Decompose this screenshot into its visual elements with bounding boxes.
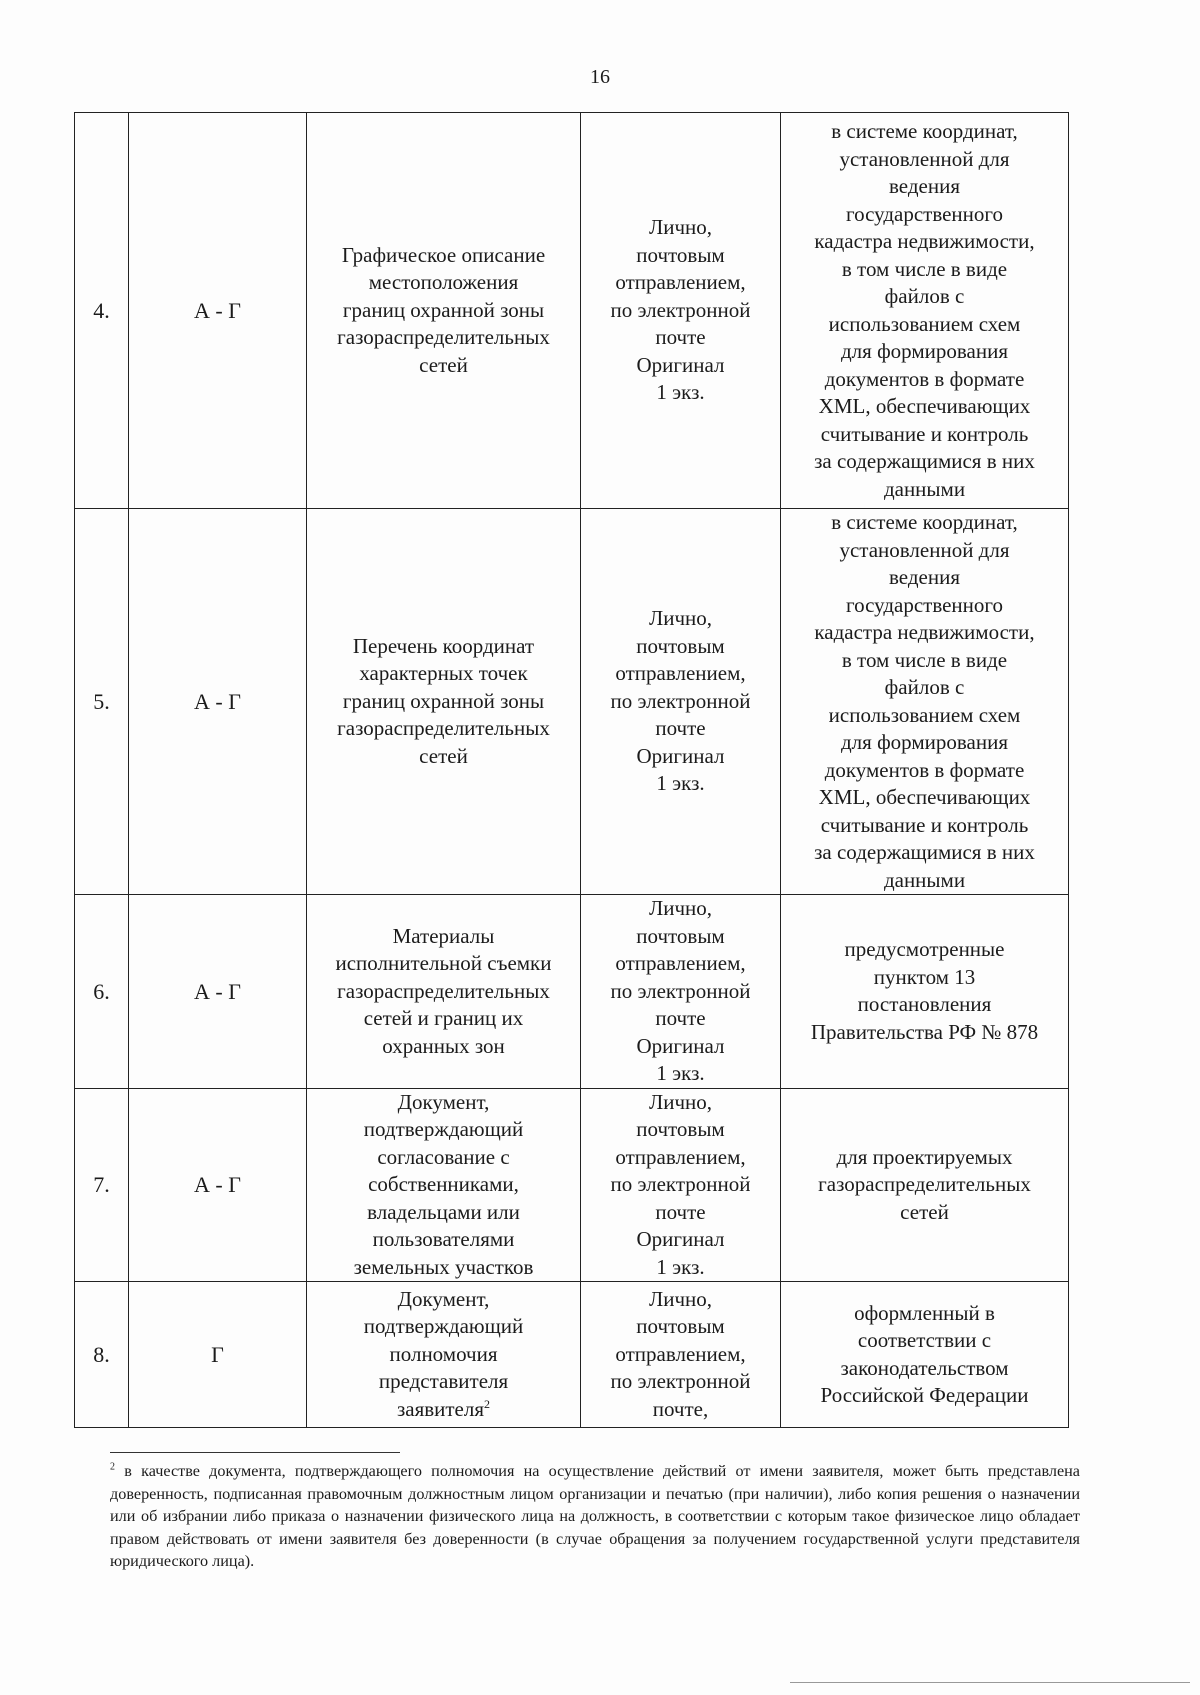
cell-text-line: 1 экз.: [656, 1254, 705, 1279]
cell-text-line: почте,: [652, 1396, 709, 1421]
cell-text-line: почте: [655, 325, 706, 350]
footnote: [110, 1460, 1080, 1573]
cell-text-line: 1 экз.: [656, 771, 705, 796]
document-requirements: [781, 509, 1069, 895]
cell-text-line: ведения: [889, 565, 960, 589]
document-name: [307, 509, 581, 895]
cell-text-line: XML, обеспечивающих: [818, 394, 1031, 418]
row-number: 4.: [75, 113, 129, 509]
cell-text-line: почтовым: [636, 242, 725, 267]
submission-method: [581, 895, 781, 1089]
cell-text-line: в том числе в виде: [841, 647, 1008, 672]
cell-text-line: сетей: [419, 352, 468, 377]
cell-text-line: пунктом 13: [873, 964, 976, 989]
cell-text-line: кадастра недвижимости,: [814, 620, 1035, 644]
cell-text-line: в том числе в виде: [841, 256, 1008, 281]
cell-text-line: сетей: [419, 743, 468, 768]
cell-text-line: для формирования: [841, 730, 1008, 754]
cell-text-line: отправлением,: [615, 270, 746, 295]
cell-text-line: Лично,: [648, 1286, 713, 1311]
cell-text-line: для формирования: [841, 339, 1008, 363]
applicant-category: А - Г: [129, 509, 307, 895]
cell-text-line: установленной для: [839, 146, 1010, 171]
cell-text-line: по электронной: [610, 297, 751, 322]
cell-text-line: законодательством: [840, 1355, 1009, 1380]
cell-text-line: данными: [883, 476, 966, 501]
cell-text-line: использованием схем: [828, 702, 1021, 727]
cell-text-line: почтовым: [636, 923, 725, 948]
cell-text-line: установленной для: [839, 537, 1010, 562]
cell-text-line: газораспределительных: [337, 978, 550, 1003]
cell-text-line: границ охранной зоны: [342, 688, 545, 713]
cell-text-line: подтверждающий: [363, 1117, 524, 1141]
cell-text-line: кадастра недвижимости,: [814, 229, 1035, 253]
table-row: [75, 1282, 1069, 1428]
cell-text-line: предусмотренные: [844, 937, 1005, 962]
cell-text-line: отправлением,: [615, 1144, 746, 1169]
cell-text-line: за содержащимися в них: [814, 449, 1035, 473]
cell-text-line: отправлением,: [615, 1341, 746, 1366]
applicant-category: А - Г: [129, 895, 307, 1089]
document-requirements: [781, 1282, 1069, 1428]
cell-text-line: по электронной: [610, 1172, 751, 1196]
cell-text-line: ведения: [889, 174, 960, 198]
cell-text-line: XML, обеспечивающих: [818, 785, 1031, 809]
page-edge-line: [790, 1682, 1190, 1683]
row-number: 7.: [75, 1088, 129, 1282]
cell-text-line: Правительства РФ № 878: [810, 1019, 1039, 1044]
footnote-text: в качестве документа, подтверждающего полномочия на осуществление действий от имени заявителя, может быть представлена доверенность, подписанная правомочным должностным лицом организации и печатью (при наличии), либо копия решения о назначении или об избрании либо приказа о назначении физического лица на должность, в соответствии с которым такое физическое лицо обладает правом действовать от имени заявителя без доверенности (в случае обращения за получением государственной услуги представителя юридического лица).: [110, 1462, 1080, 1570]
cell-text-line: газораспределительных: [337, 716, 550, 741]
cell-text-line: Оригинал: [636, 1033, 725, 1058]
cell-text-line: для проектируемых: [836, 1144, 1013, 1169]
cell-text-line: данными: [883, 867, 966, 892]
cell-text-line: Материалы: [392, 923, 495, 948]
cell-text-line: соответствии с: [857, 1328, 992, 1352]
table-row: [75, 1088, 1069, 1282]
cell-text-line: Оригинал: [636, 743, 725, 768]
cell-text-line: владельцами или: [367, 1199, 520, 1224]
cell-text-line: документов в формате: [824, 366, 1025, 391]
cell-text-line: местоположения: [368, 270, 519, 295]
cell-text-line: сетей: [900, 1199, 949, 1224]
applicant-category: Г: [129, 1282, 307, 1428]
cell-text-line: исполнительной съемки: [335, 951, 552, 975]
cell-text-line: считывание и контроль: [820, 812, 1029, 837]
cell-text-line: собственниками,: [368, 1172, 519, 1196]
cell-text-line: Графическое описание: [341, 242, 546, 267]
footnote-marker: 2: [110, 1461, 115, 1473]
cell-text-line: согласование с: [377, 1144, 510, 1169]
cell-text-line: по электронной: [610, 1369, 751, 1394]
cell-text-line: почте: [655, 1006, 706, 1030]
cell-text-line: земельных участков: [353, 1254, 534, 1279]
submission-method: [581, 113, 781, 509]
cell-text-line: охранных зон: [382, 1033, 505, 1058]
cell-text-line: файлов с: [884, 675, 965, 699]
cell-text-line: почте: [655, 716, 706, 741]
cell-text-line: Лично,: [648, 896, 713, 920]
applicant-category: А - Г: [129, 1088, 307, 1282]
table-row: [75, 509, 1069, 895]
cell-text-line: файлов с: [884, 284, 965, 308]
cell-text-line: оформленный в: [854, 1300, 995, 1325]
cell-text-line: отправлением,: [615, 951, 746, 975]
cell-text-line: Лично,: [648, 215, 713, 240]
cell-text-line: Документ,: [397, 1089, 490, 1114]
cell-text-line: 1 экз.: [656, 1061, 705, 1085]
cell-text-line: по электронной: [610, 688, 751, 713]
cell-text-line: представителя: [378, 1369, 509, 1394]
cell-text-line: Оригинал: [636, 1227, 725, 1251]
cell-text-line: Лично,: [648, 606, 713, 631]
cell-text-line: документов в формате: [824, 757, 1025, 782]
footnote-divider: [110, 1452, 400, 1453]
applicant-category: А - Г: [129, 113, 307, 509]
table-row: [75, 113, 1069, 509]
submission-method: [581, 509, 781, 895]
submission-method: [581, 1282, 781, 1428]
cell-text-line: государственного: [845, 201, 1004, 226]
cell-text-line: государственного: [845, 592, 1004, 617]
cell-text-line: использованием схем: [828, 311, 1021, 336]
row-number: 8.: [75, 1282, 129, 1428]
cell-text-line: сетей и границ их: [363, 1006, 524, 1030]
cell-text-line: в системе координат,: [831, 119, 1018, 143]
cell-text-line: почтовым: [636, 1314, 725, 1339]
cell-text-line: газораспределительных: [337, 325, 550, 350]
document-requirements: [781, 1088, 1069, 1282]
cell-text-line: характерных точек: [359, 661, 528, 686]
cell-text-line: почтовым: [636, 1117, 725, 1141]
documents-table: [74, 112, 1069, 1428]
cell-text-line: Российской Федерации: [820, 1383, 1029, 1407]
cell-text-line: считывание и контроль: [820, 421, 1029, 446]
row-number: 5.: [75, 509, 129, 895]
document-name: [307, 895, 581, 1089]
cell-text-line: почте: [655, 1199, 706, 1224]
footnote-reference: 2: [484, 1396, 491, 1411]
cell-text-line: Документ,: [397, 1286, 490, 1311]
cell-text-line: газораспределительных: [818, 1172, 1031, 1196]
cell-text-line: в системе координат,: [831, 510, 1018, 534]
cell-text-line: 1 экз.: [656, 380, 705, 405]
cell-text-line: по электронной: [610, 978, 751, 1003]
document-requirements: [781, 113, 1069, 509]
document-name: [307, 1282, 581, 1428]
table-row: [75, 895, 1069, 1089]
cell-text-line: заявителя: [396, 1396, 485, 1421]
cell-text-line: отправлением,: [615, 661, 746, 686]
cell-text-line: границ охранной зоны: [342, 297, 545, 322]
cell-text-line: Оригинал: [636, 352, 725, 377]
cell-text-line: Лично,: [648, 1089, 713, 1114]
cell-text-line: почтовым: [636, 633, 725, 658]
submission-method: [581, 1088, 781, 1282]
cell-text-line: постановления: [857, 992, 992, 1017]
cell-text-line: полномочия: [389, 1341, 498, 1366]
cell-text-line: пользователями: [372, 1227, 515, 1251]
cell-text-line: Перечень координат: [352, 633, 535, 658]
cell-text-line: подтверждающий: [363, 1314, 524, 1339]
document-requirements: [781, 895, 1069, 1089]
document-name: [307, 113, 581, 509]
page-number: 16: [590, 66, 610, 88]
document-name: [307, 1088, 581, 1282]
cell-text-line: за содержащимися в них: [814, 840, 1035, 864]
row-number: 6.: [75, 895, 129, 1089]
